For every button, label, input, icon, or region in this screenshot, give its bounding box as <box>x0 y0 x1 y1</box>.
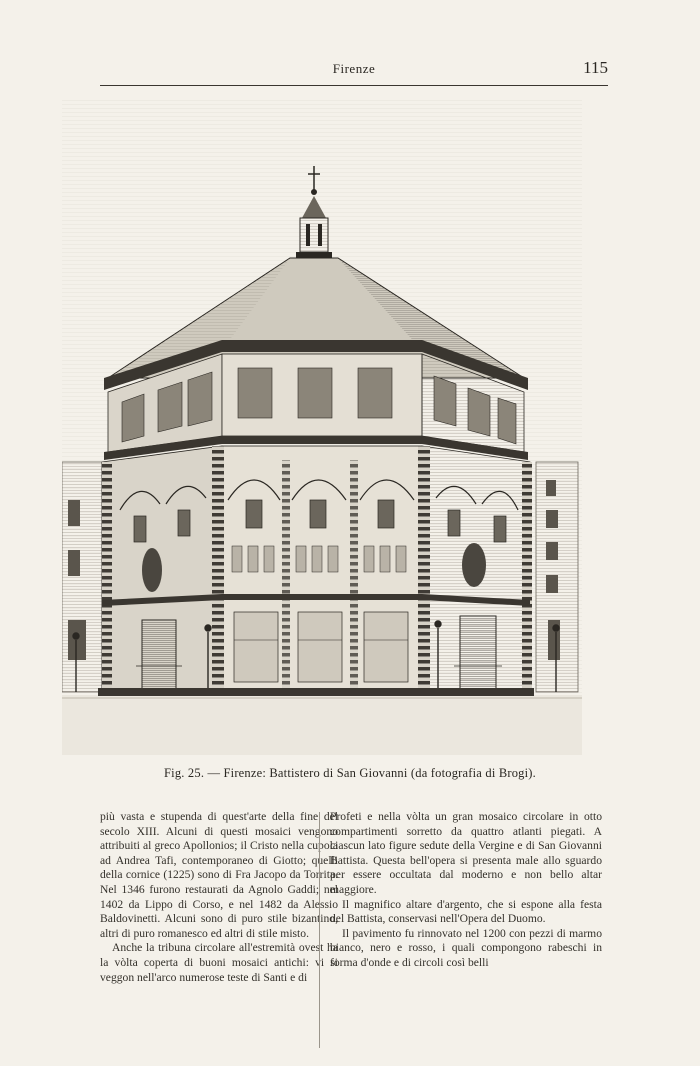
paragraph: Anche la tribuna circolare all'estremità ovest ha la vòlta coperta di buoni mosaici antichi: vi si veggon nell'arco numerose teste di Santi e di <box>100 941 338 984</box>
paragraph: più vasta e stupenda di quest'arte della fine del secolo XIII. Alcuni di questi mosaici vengono attribuiti al greco Apollonios; il Cristo nella cupola ad Andrea Tafi, contemporaneo di Giotto; quelli della cornice (1225) sono di Fra Jacopo da Torrita. Nel 1346 furono restaurati da Agnolo Gaddi; nel 1402 da Lippo di Corso, e nel 1482 da Alessio Baldovinetti. Alcuni sono di puro stile bizantino, altri di puro romanesco ed altri di stile misto. <box>100 810 338 940</box>
figure-caption: Fig. 25. — Firenze: Battistero di San Giovanni (da fotografia di Brogi). <box>164 766 536 780</box>
text-column-left <box>100 810 338 985</box>
paragraph: Il pavimento fu rinnovato nel 1200 con pezzi di marmo bianco, nero e rosso, i quali compongono rabeschi in forma d'onde e di circoli così belli <box>330 926 602 969</box>
page-number: 115 <box>583 58 608 77</box>
running-header <box>100 58 608 86</box>
paragraph: Il magnifico altare d'argento, che si espone alla festa del Battista, conservasi nell'Opera del Duomo. <box>330 897 602 926</box>
baptistery-engraving <box>62 100 582 755</box>
column-divider <box>319 812 320 1048</box>
running-title: Firenze <box>332 61 376 76</box>
text-column-right <box>330 810 602 971</box>
paragraph: Profeti e nella vòlta un gran mosaico circolare in otto compartimenti sorretto da quattro atlanti piegati. A ciascun lato figure sedute della Vergine e di San Giovanni Battista. Questa bell'opera si presenta male allo sguardo per essere occultata dal moderno e non bello altar maggiore. <box>330 810 602 896</box>
header-rule <box>100 85 608 86</box>
